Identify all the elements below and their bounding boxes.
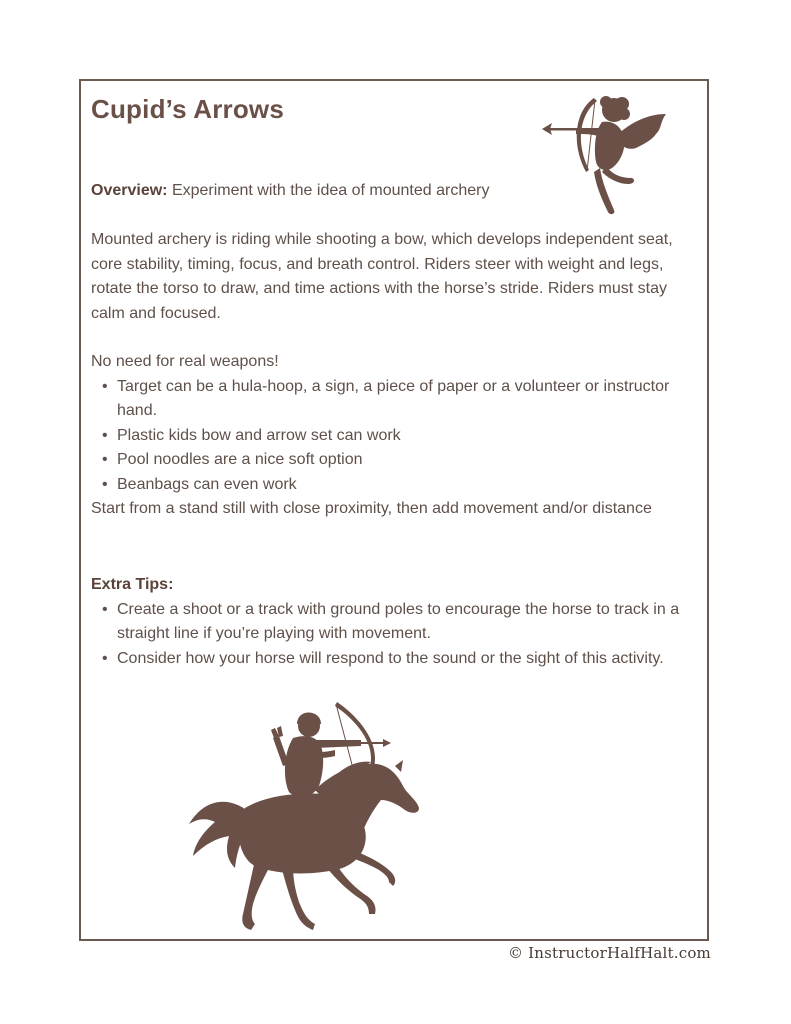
horse-archer-silhouette-icon xyxy=(185,700,425,935)
equipment-heading: No need for real weapons! xyxy=(91,353,279,370)
list-item: • Target can be a hula-hoop, a sign, a piece of paper or a volunteer or instructor hand. xyxy=(117,375,703,424)
extra-tips-heading: Extra Tips: xyxy=(91,576,174,593)
list-item: • Pool noodles are a nice soft option xyxy=(117,448,703,473)
intro-paragraph: Mounted archery is riding while shooting a bow, which develops independent seat, core stability, timing, focus, and breath control. Riders steer with weight and legs, rotate the torso to draw, and time actions with the horse’s stride. Riders must stay calm and focused. xyxy=(91,231,673,322)
equipment-list xyxy=(91,375,703,498)
extra-tips-section xyxy=(91,573,703,671)
overview-paragraph xyxy=(91,179,703,204)
list-item: • Create a shoot or a track with ground poles to encourage the horse to track in a straight line if you’re playing with movement. xyxy=(117,598,703,647)
list-item: • Beanbags can even work xyxy=(117,473,703,498)
list-item: • Plastic kids bow and arrow set can work xyxy=(117,424,703,449)
footer-copyright: © InstructorHalfHalt.com xyxy=(508,944,711,962)
overview-text: Experiment with the idea of mounted archery xyxy=(171,182,490,199)
equipment-closing: Start from a stand still with close proximity, then add movement and/or distance xyxy=(91,500,652,517)
extra-tips-list xyxy=(91,598,703,672)
overview-label: Overview: xyxy=(91,182,168,199)
equipment-section xyxy=(91,350,703,522)
page-title: Cupid’s Arrows xyxy=(91,94,285,124)
list-item: • Consider how your horse will respond to the sound or the sight of this activity. xyxy=(117,647,703,672)
